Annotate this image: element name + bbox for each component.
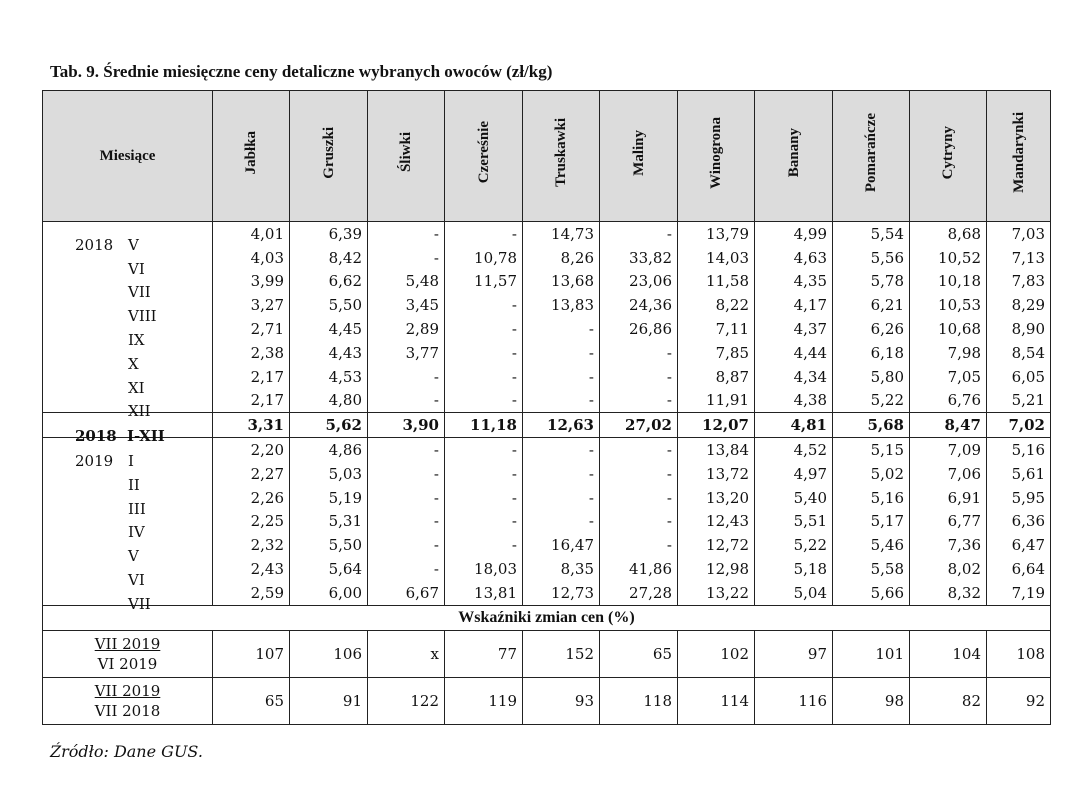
header-fruit (368, 91, 445, 222)
price-cell: 2,25 (213, 510, 290, 534)
index-cell: 107 (213, 630, 290, 677)
price-cell: 5,18 (755, 557, 833, 581)
index-cell: 108 (987, 630, 1051, 677)
index-cell: 97 (755, 630, 833, 677)
price-cell: 8,42 (290, 246, 368, 270)
price-cell: - (600, 389, 678, 413)
ratio-numerator: VII 2019 (94, 681, 161, 700)
price-cell: 2,20 (213, 438, 290, 462)
price-cell: 5,40 (755, 486, 833, 510)
price-cell: 5,22 (833, 389, 910, 413)
header-fruit-label: Jabłka (243, 130, 259, 175)
price-cell: 2,27 (213, 462, 290, 486)
table-row (43, 533, 1051, 557)
index-cell: 93 (523, 677, 600, 724)
price-cell: - (445, 365, 523, 389)
price-cell: 6,91 (910, 486, 987, 510)
table-row (43, 365, 1051, 389)
price-cell: 12,98 (678, 557, 755, 581)
price-cell: 5,16 (833, 486, 910, 510)
month-label: VII (128, 594, 151, 613)
index-cell: 106 (290, 630, 368, 677)
header-row (43, 91, 1051, 222)
price-cell: 4,53 (290, 365, 368, 389)
price-cell: 8,54 (987, 341, 1051, 365)
price-cell: 8,87 (678, 365, 755, 389)
table-row (43, 510, 1051, 534)
price-cell: - (368, 438, 445, 462)
price-cell: 4,97 (755, 462, 833, 486)
price-cell: 6,18 (833, 341, 910, 365)
price-cell: - (445, 510, 523, 534)
price-cell: 2,38 (213, 341, 290, 365)
price-cell: 4,86 (290, 438, 368, 462)
table-row (43, 486, 1051, 510)
price-cell: 26,86 (600, 317, 678, 341)
month-label: XII (128, 402, 151, 421)
month-cell (43, 222, 213, 254)
year-label: 2018 (75, 427, 117, 446)
table-row (43, 293, 1051, 317)
month-cell (43, 293, 213, 326)
price-cell: 13,22 (678, 581, 755, 605)
price-cell: 4,52 (755, 438, 833, 462)
price-cell: 13,72 (678, 462, 755, 486)
price-cell: 8,35 (523, 557, 600, 581)
price-cell: 4,45 (290, 317, 368, 341)
header-fruit-label: Truskawki (553, 118, 569, 187)
price-cell: 6,39 (290, 222, 368, 246)
price-cell: 23,06 (600, 270, 678, 294)
month-cell (43, 365, 213, 397)
price-cell: 4,01 (213, 222, 290, 246)
month-label: III (128, 499, 146, 518)
price-cell: 5,02 (833, 462, 910, 486)
price-cell: 10,52 (910, 246, 987, 270)
index-cell: 91 (290, 677, 368, 724)
index-cell: 82 (910, 677, 987, 724)
month-cell (43, 557, 213, 590)
price-cell: - (523, 317, 600, 341)
price-cell: 5,04 (755, 581, 833, 605)
index-row (43, 677, 1051, 724)
header-fruit-label: Cytryny (940, 125, 956, 180)
price-cell: 14,73 (523, 222, 600, 246)
header-fruit-label: Winogrona (708, 116, 724, 189)
price-cell: - (445, 462, 523, 486)
price-cell: 7,83 (987, 270, 1051, 294)
price-cell: 3,31 (213, 413, 290, 438)
table-row (43, 462, 1051, 486)
price-cell: - (600, 222, 678, 246)
header-fruit (833, 91, 910, 222)
price-cell: - (523, 389, 600, 413)
price-cell: 3,27 (213, 293, 290, 317)
month-cell (43, 246, 213, 278)
price-cell: 5,51 (755, 510, 833, 534)
month-label: I-XII (127, 427, 165, 446)
table-title: Tab. 9. Średnie miesięczne ceny detaliczne wybranych owoców (zł/kg) (50, 62, 553, 81)
price-cell: 13,79 (678, 222, 755, 246)
month-label: IV (128, 523, 145, 542)
header-fruit (213, 91, 290, 222)
price-cell: 33,82 (600, 246, 678, 270)
price-cell: 7,09 (910, 438, 987, 462)
price-cell: 12,07 (678, 413, 755, 438)
price-cell: - (368, 486, 445, 510)
month-label: VI (128, 259, 145, 278)
price-cell: 5,17 (833, 510, 910, 534)
price-cell: - (523, 462, 600, 486)
price-cell: 8,90 (987, 317, 1051, 341)
price-cell: 7,06 (910, 462, 987, 486)
price-cell: - (600, 462, 678, 486)
price-cell: 18,03 (445, 557, 523, 581)
price-cell: 5,03 (290, 462, 368, 486)
price-cell: 2,32 (213, 533, 290, 557)
price-cell: - (445, 438, 523, 462)
month-cell (43, 389, 213, 421)
price-cell: 6,62 (290, 270, 368, 294)
price-cell: 5,56 (833, 246, 910, 270)
price-cell: 3,99 (213, 270, 290, 294)
index-cell: 65 (600, 630, 678, 677)
index-cell: 116 (755, 677, 833, 724)
price-cell: 5,54 (833, 222, 910, 246)
price-cell: 12,73 (523, 581, 600, 605)
header-fruit-label: Maliny (630, 129, 647, 176)
price-cell: 12,63 (523, 413, 600, 438)
price-cell: 6,77 (910, 510, 987, 534)
ratio-numerator: VII 2019 (94, 634, 161, 653)
price-cell: 10,53 (910, 293, 987, 317)
index-cell: 102 (678, 630, 755, 677)
price-cell: 5,48 (368, 270, 445, 294)
price-cell: 8,26 (523, 246, 600, 270)
price-cell: 11,57 (445, 270, 523, 294)
header-fruit-label: Banany (785, 127, 802, 178)
price-cell: 5,62 (290, 413, 368, 438)
ratio-denominator: VI 2019 (97, 654, 158, 673)
index-cell: 77 (445, 630, 523, 677)
price-cell: 6,64 (987, 557, 1051, 581)
price-cell: 7,03 (987, 222, 1051, 246)
header-fruit (290, 91, 368, 222)
price-cell: 7,19 (987, 581, 1051, 605)
price-cell: - (600, 510, 678, 534)
header-fruit-label: Czereśnie (475, 121, 492, 184)
price-cell: - (445, 389, 523, 413)
price-cell: 13,83 (523, 293, 600, 317)
header-fruit (678, 91, 755, 222)
index-cell: 122 (368, 677, 445, 724)
price-cell: 5,68 (833, 413, 910, 438)
price-cell: 3,45 (368, 293, 445, 317)
price-cell: 5,31 (290, 510, 368, 534)
price-cell: 5,95 (987, 486, 1051, 510)
price-cell: 2,26 (213, 486, 290, 510)
price-cell: - (523, 510, 600, 534)
price-cell: 7,13 (987, 246, 1051, 270)
price-cell: 5,16 (987, 438, 1051, 462)
month-cell (43, 533, 213, 566)
price-cell: 7,98 (910, 341, 987, 365)
index-section-label: Wskaźniki zmian cen (%) (43, 605, 1051, 630)
index-cell: 101 (833, 630, 910, 677)
price-cell: 4,38 (755, 389, 833, 413)
index-cell: 98 (833, 677, 910, 724)
price-cell: - (368, 246, 445, 270)
price-table (42, 90, 1051, 725)
price-cell: 12,72 (678, 533, 755, 557)
header-fruit (445, 91, 523, 222)
month-cell (43, 438, 213, 471)
month-cell (43, 413, 213, 446)
table-row (43, 413, 1051, 438)
price-cell: - (368, 557, 445, 581)
price-cell: 8,02 (910, 557, 987, 581)
price-cell: - (445, 486, 523, 510)
month-label: VIII (128, 307, 157, 326)
price-cell: 5,19 (290, 486, 368, 510)
price-cell: - (368, 389, 445, 413)
price-cell: 14,03 (678, 246, 755, 270)
index-cell: x (368, 630, 445, 677)
price-cell: 11,18 (445, 413, 523, 438)
price-cell: 8,47 (910, 413, 987, 438)
price-cell: 2,59 (213, 581, 290, 605)
month-cell (43, 581, 213, 613)
price-cell: 4,81 (755, 413, 833, 438)
header-fruit-label: Pomarańcze (863, 112, 879, 193)
price-cell: 11,58 (678, 270, 755, 294)
price-cell: 5,78 (833, 270, 910, 294)
price-cell: 6,05 (987, 365, 1051, 389)
index-cell: 65 (213, 677, 290, 724)
price-cell: 2,89 (368, 317, 445, 341)
index-cell: 118 (600, 677, 678, 724)
price-cell: - (600, 365, 678, 389)
price-cell: 5,50 (290, 293, 368, 317)
price-cell: 2,43 (213, 557, 290, 581)
source-note: Źródło: Dane GUS. (50, 742, 203, 761)
header-fruit (987, 91, 1051, 222)
month-label: X (128, 354, 139, 373)
header-fruit-label: Gruszki (320, 126, 337, 179)
price-cell: 5,46 (833, 533, 910, 557)
index-cell: 119 (445, 677, 523, 724)
price-cell: 7,85 (678, 341, 755, 365)
price-cell: - (523, 486, 600, 510)
table-row (43, 222, 1051, 246)
price-cell: 10,18 (910, 270, 987, 294)
price-cell: 5,21 (987, 389, 1051, 413)
month-cell (43, 270, 213, 302)
price-cell: - (445, 293, 523, 317)
price-cell: 6,00 (290, 581, 368, 605)
price-cell: 4,35 (755, 270, 833, 294)
price-cell: 4,99 (755, 222, 833, 246)
month-label: IX (128, 331, 145, 350)
table-row (43, 438, 1051, 462)
index-cell: 152 (523, 630, 600, 677)
price-cell: 8,22 (678, 293, 755, 317)
price-cell: 6,67 (368, 581, 445, 605)
month-cell (43, 510, 213, 542)
price-cell: 4,03 (213, 246, 290, 270)
price-cell: 7,05 (910, 365, 987, 389)
month-label: V (128, 547, 139, 566)
price-cell: - (368, 365, 445, 389)
price-cell: 6,47 (987, 533, 1051, 557)
year-label: 2019 (75, 452, 114, 471)
price-cell: 3,90 (368, 413, 445, 438)
price-cell: 4,37 (755, 317, 833, 341)
price-cell: - (523, 438, 600, 462)
price-cell: 7,11 (678, 317, 755, 341)
price-cell: 5,66 (833, 581, 910, 605)
price-cell: 8,68 (910, 222, 987, 246)
price-cell: 2,17 (213, 365, 290, 389)
header-fruit (755, 91, 833, 222)
index-cell: 92 (987, 677, 1051, 724)
table-row (43, 341, 1051, 365)
price-cell: 5,15 (833, 438, 910, 462)
price-cell: 13,68 (523, 270, 600, 294)
month-label: VII (128, 283, 151, 302)
month-cell (43, 341, 213, 373)
index-section-header (43, 605, 1051, 630)
price-cell: - (368, 462, 445, 486)
price-cell: 8,32 (910, 581, 987, 605)
price-cell: 4,34 (755, 365, 833, 389)
price-cell: - (523, 341, 600, 365)
header-fruit (600, 91, 678, 222)
header-fruit-label: Śliwki (398, 132, 414, 173)
table-row (43, 270, 1051, 294)
month-label: I (128, 452, 134, 471)
price-cell: 5,80 (833, 365, 910, 389)
price-cell: 13,84 (678, 438, 755, 462)
price-cell: 6,21 (833, 293, 910, 317)
table-row (43, 557, 1051, 581)
table-row (43, 317, 1051, 341)
price-cell: 10,68 (910, 317, 987, 341)
price-cell: 4,80 (290, 389, 368, 413)
index-cell: 114 (678, 677, 755, 724)
price-cell: 12,43 (678, 510, 755, 534)
ratio-cell (43, 677, 213, 724)
price-cell: - (368, 533, 445, 557)
price-cell: 5,61 (987, 462, 1051, 486)
price-cell: 5,58 (833, 557, 910, 581)
price-cell: 7,02 (987, 413, 1051, 438)
header-fruit (523, 91, 600, 222)
year-label: 2018 (75, 235, 114, 254)
price-cell: 4,63 (755, 246, 833, 270)
index-row (43, 630, 1051, 677)
price-cell: 8,29 (987, 293, 1051, 317)
ratio-cell (43, 630, 213, 677)
price-cell: 11,91 (678, 389, 755, 413)
price-cell: 5,50 (290, 533, 368, 557)
price-cell: - (600, 341, 678, 365)
price-cell: 5,22 (755, 533, 833, 557)
table-body (43, 222, 1051, 725)
table-row (43, 389, 1051, 413)
price-cell: 7,36 (910, 533, 987, 557)
price-cell: - (445, 533, 523, 557)
price-cell: 10,78 (445, 246, 523, 270)
month-label: VI (128, 571, 145, 590)
month-cell (43, 462, 213, 494)
price-cell: 6,26 (833, 317, 910, 341)
month-label: XI (128, 378, 145, 397)
index-cell: 104 (910, 630, 987, 677)
price-cell: - (523, 365, 600, 389)
table-row (43, 246, 1051, 270)
price-cell: - (445, 341, 523, 365)
ratio-denominator: VII 2018 (94, 701, 161, 720)
price-cell: 16,47 (523, 533, 600, 557)
price-cell: - (445, 317, 523, 341)
price-cell: 24,36 (600, 293, 678, 317)
price-cell: 6,36 (987, 510, 1051, 534)
price-cell: - (368, 510, 445, 534)
header-fruit (910, 91, 987, 222)
price-cell: 13,81 (445, 581, 523, 605)
month-label: II (128, 475, 140, 494)
price-cell: 13,20 (678, 486, 755, 510)
price-cell: 41,86 (600, 557, 678, 581)
price-cell: 4,43 (290, 341, 368, 365)
price-cell: 2,71 (213, 317, 290, 341)
month-cell (43, 486, 213, 518)
table-row (43, 581, 1051, 605)
price-cell: 4,17 (755, 293, 833, 317)
month-label: V (128, 235, 139, 254)
price-cell: 3,77 (368, 341, 445, 365)
header-fruit-label: Mandarynki (1010, 112, 1027, 193)
price-cell: 4,44 (755, 341, 833, 365)
price-cell: - (600, 533, 678, 557)
price-cell: 27,28 (600, 581, 678, 605)
price-cell: 6,76 (910, 389, 987, 413)
price-cell: - (445, 222, 523, 246)
header-months: Miesiące (43, 91, 213, 222)
price-cell: 5,64 (290, 557, 368, 581)
month-cell (43, 317, 213, 350)
price-cell: 2,17 (213, 389, 290, 413)
price-cell: - (600, 486, 678, 510)
price-cell: - (600, 438, 678, 462)
price-cell: - (368, 222, 445, 246)
price-cell: 27,02 (600, 413, 678, 438)
